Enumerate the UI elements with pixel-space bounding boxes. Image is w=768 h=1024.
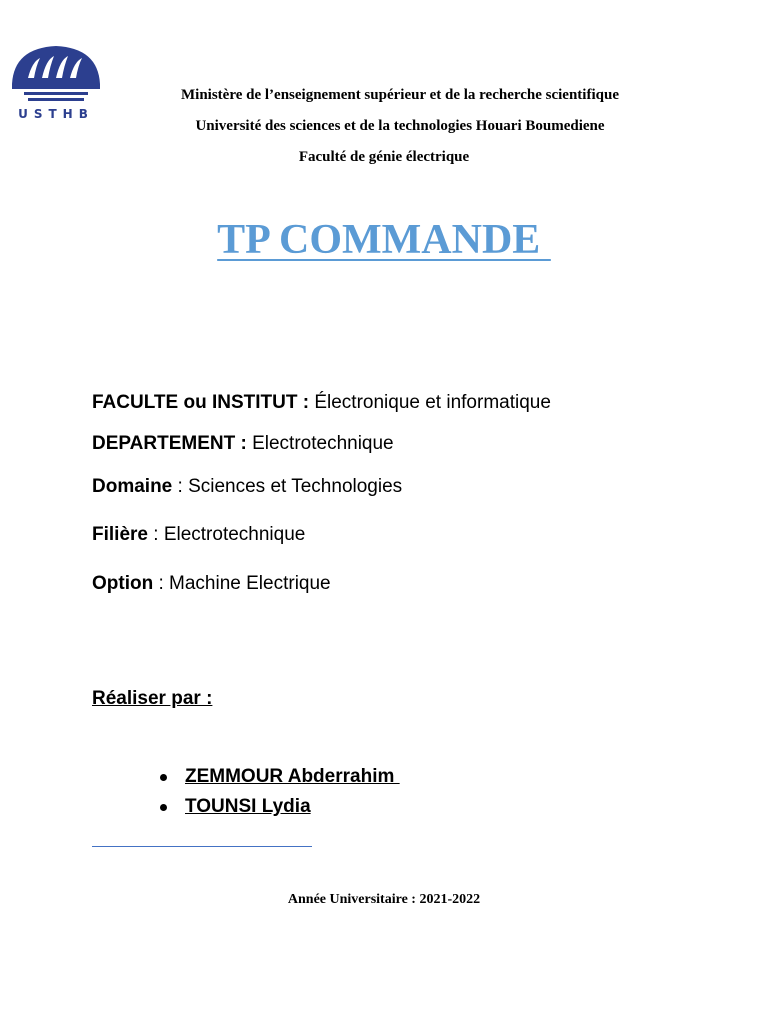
university-line: Université des sciences et de la technologies Houari Boumediene xyxy=(195,118,605,134)
info-faculte-value: Électronique et informatique xyxy=(309,392,551,413)
logo-letters: USTHB xyxy=(18,107,94,121)
info-option-value: : Machine Electrique xyxy=(153,573,331,594)
list-item xyxy=(160,796,311,826)
info-option-key: Option xyxy=(92,573,154,594)
info-departement-key: DEPARTEMENT : xyxy=(92,433,247,454)
author-name: ZEMMOUR Abderrahim xyxy=(185,766,400,787)
info-domaine-key: Domaine xyxy=(92,476,173,497)
author-name: TOUNSI Lydia xyxy=(185,796,311,817)
info-filiere-key: Filière xyxy=(92,524,148,545)
info-domaine xyxy=(92,476,402,498)
authors-list xyxy=(160,766,400,826)
info-domaine-value: : Sciences et Technologies xyxy=(172,476,403,497)
info-filiere-value: : Electrotechnique xyxy=(147,524,306,545)
academic-year: Année Universitaire : 2021-2022 xyxy=(287,892,481,907)
realiser-heading: Réaliser par : xyxy=(92,688,213,709)
info-faculte xyxy=(92,392,551,414)
bullet-icon xyxy=(160,774,167,781)
info-departement xyxy=(92,433,394,455)
info-filiere xyxy=(92,524,305,546)
university-logo xyxy=(10,44,102,124)
divider-line xyxy=(92,846,312,847)
ministry-line: Ministère de l’enseignement supérieur et de la recherche scientifique xyxy=(181,87,619,103)
info-option xyxy=(92,573,331,595)
faculty-line: Faculté de génie électrique xyxy=(298,149,470,165)
list-item xyxy=(160,766,400,796)
document-title: TP COMMANDE xyxy=(217,217,551,263)
info-faculte-key: FACULTE ou INSTITUT : xyxy=(92,392,310,413)
bullet-icon xyxy=(160,804,167,811)
info-departement-value: Electrotechnique xyxy=(246,433,394,454)
